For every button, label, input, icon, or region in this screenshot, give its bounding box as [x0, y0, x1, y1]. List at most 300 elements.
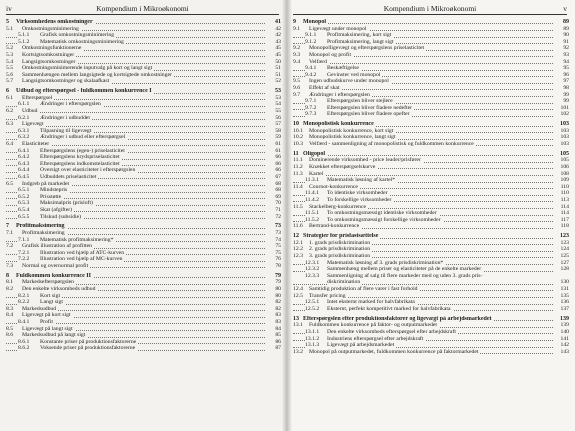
toc-entry: [6, 65, 281, 72]
toc-leader-dots: [293, 155, 553, 156]
toc-leader-dots: [293, 23, 553, 24]
toc-entry: [6, 161, 281, 168]
toc-entry: [293, 204, 569, 211]
toc-page-number: 53: [275, 94, 281, 101]
toc-page-number: 118: [560, 223, 569, 230]
toc-entry-number: 12.4: [293, 286, 303, 293]
toc-page-number: 113: [560, 197, 569, 204]
toc-entry-label: [305, 190, 390, 196]
toc-entry-number: 5.1.2: [18, 38, 30, 45]
toc-entry-title: Ligevægt under monopol: [309, 25, 367, 32]
toc-page-number: 141: [560, 335, 569, 342]
toc-entry-number: 11.3.1: [305, 177, 320, 184]
toc-entry-title: Kort sigt: [40, 292, 61, 299]
toc-page-number: 99: [563, 91, 569, 98]
toc-entry-label: [18, 345, 137, 351]
toc-entry: [293, 177, 569, 184]
toc-entry-label: [293, 141, 476, 147]
toc-page-number: 114: [560, 210, 569, 217]
toc-page-number: 102: [560, 111, 569, 118]
toc-entry-number: 9.7.1: [305, 98, 317, 105]
toc-entry-label: [18, 237, 115, 243]
toc-entry-number: 9.4: [293, 58, 301, 65]
toc-entry: [293, 266, 569, 273]
left-page-header: [6, 3, 279, 15]
toc-entry-label: [6, 19, 95, 25]
toc-entry-title: Efterspørgslen bliver fladere opefter: [327, 111, 410, 118]
toc-entry: [293, 39, 569, 46]
toc-page-number: 130: [560, 279, 569, 286]
toc-entry-label: [18, 174, 98, 180]
toc-entry-title: Tilskud (subsidie): [40, 213, 82, 220]
toc-entry: [293, 217, 569, 224]
toc-entry-number: 6.3.2: [18, 134, 30, 141]
toc-page-number: 139: [560, 315, 569, 322]
toc-entry: [293, 32, 569, 39]
toc-entry-label: [6, 263, 90, 269]
toc-entry-number: 6.4.2: [18, 154, 30, 161]
toc-entry-label: [293, 78, 391, 84]
toc-entry-title: Efterspørgslens indkomstelasticitet: [40, 160, 120, 167]
toc-entry: [293, 349, 569, 356]
toc-entry-number: 6.5: [6, 180, 14, 187]
toc-entry: [6, 326, 281, 333]
toc-entry: [293, 184, 569, 191]
toc-entry-title: Prisstøtte: [40, 193, 62, 200]
toc-page-number: 139: [560, 322, 569, 329]
toc-entry-number: 9.4.2: [305, 71, 317, 78]
toc-page-number: 66: [275, 154, 281, 161]
toc-page-number: 103: [560, 134, 569, 141]
toc-entry-label: [293, 316, 494, 322]
toc-page-number: 84: [275, 325, 281, 332]
toc-entry-number: 6.4.3: [18, 160, 30, 167]
toc-page-number: 114: [560, 203, 569, 210]
toc-entry: [6, 279, 281, 286]
toc-entry-title: Matematisk profitmaksimering*: [40, 236, 114, 243]
toc-page-number: 79: [275, 279, 281, 286]
toc-entry-label: [6, 181, 71, 187]
toc-entry: [6, 299, 281, 306]
toc-entry-label: [6, 279, 76, 285]
toc-entry-title: Efterspørgslen bliver fladere nedefter: [327, 104, 413, 111]
toc-page-number: 93: [563, 51, 569, 58]
toc-entry: [6, 167, 281, 174]
toc-entry-number: 11.5.1: [305, 210, 320, 217]
toc-page-number: 137: [560, 305, 569, 312]
toc-entry-title: Grafisk omkostningsminimering: [40, 32, 115, 39]
toc-entry-number: 8.6: [6, 332, 14, 339]
toc-page-number: 91: [563, 38, 569, 45]
toc-entry-number: 9.1.2: [305, 38, 317, 45]
toc-entry: [6, 339, 281, 346]
toc-entry-label: [18, 128, 93, 134]
toc-chapter: [6, 223, 281, 230]
toc-page-number: 86: [275, 338, 281, 345]
toc-entry-number: 7: [6, 223, 9, 230]
toc-entry-label: [293, 240, 372, 246]
toc-entry-label: [305, 260, 445, 266]
toc-page-number: 66: [275, 160, 281, 167]
toc-entry-number: 10.1: [293, 127, 303, 134]
toc-page-number: 59: [275, 134, 281, 141]
toc-entry-number: 6.5.3: [18, 200, 30, 207]
toc-entry-title: Oversigt over elasticiteter i efterspørgslen: [40, 167, 136, 174]
toc-page-number: 79: [275, 272, 281, 279]
toc-entry-number: 7.1.1: [18, 236, 30, 243]
toc-page-number: 103: [560, 140, 569, 147]
toc-entry-number: 6.5.1: [18, 187, 30, 194]
toc-entry-title: Efterspørgslen efter produktionsfaktorer og ligevægt på arbejdsmarkedet: [303, 315, 492, 322]
toc-entry: [293, 322, 569, 329]
toc-entry: [6, 32, 281, 39]
toc-entry-label: [6, 273, 93, 279]
right-page-title: Kompendium i Mikroøkonomi: [383, 4, 477, 13]
toc-entry-label: [18, 148, 127, 154]
toc-page-number: 75: [275, 249, 281, 256]
toc-entry-number: 6.2.1: [18, 114, 30, 121]
toc-entry-number: 7.2.1: [18, 249, 30, 256]
toc-entry-number: 5.6: [6, 71, 14, 78]
toc-entry-title: Langsigtsomkostninger og skalaafkast: [22, 78, 110, 85]
toc-entry-label: [6, 243, 94, 249]
toc-page-number: 80: [275, 286, 281, 293]
toc-page-number: 76: [275, 256, 281, 263]
toc-entry-number: 8.6.2: [18, 345, 30, 352]
toc-entry-label: [6, 312, 73, 318]
toc-entry-label: [6, 332, 87, 338]
toc-page-number: 55: [275, 108, 281, 115]
toc-page-number: 54: [275, 101, 281, 108]
toc-page-number: 41: [275, 19, 281, 25]
toc-entry-title: Markedsudbud: [22, 305, 57, 312]
toc-entry-label: [18, 134, 127, 140]
toc-entry-number: 6.1.1: [18, 101, 30, 108]
toc-page-number: 103: [560, 121, 569, 128]
toc-entry: [6, 214, 281, 221]
toc-entry-number: 6.4: [6, 140, 14, 147]
toc-entry: [293, 253, 569, 260]
toc-entry-title: Mindstepris: [40, 187, 68, 194]
toc-entry-number: 5.7: [6, 78, 14, 85]
toc-entry-number: 9: [293, 19, 296, 25]
left-toc: [6, 19, 281, 352]
toc-entry-label: [6, 306, 58, 312]
toc-entry-number: 5.5: [6, 65, 14, 72]
toc-entry-title: Monopolistisk konkurrence: [303, 121, 374, 128]
toc-entry-label: [18, 167, 137, 173]
right-page: [287, 0, 575, 431]
toc-entry-title: Efterspørgsel: [22, 94, 53, 101]
toc-entry-title: Omkostningsminimerende inputvalg på kort og langt sigt: [22, 65, 153, 72]
toc-entry-number: 8.3: [6, 305, 14, 312]
toc-entry: [293, 128, 569, 135]
toc-entry-number: 12.3.3: [305, 272, 320, 279]
toc-page-number: 67: [275, 173, 281, 180]
toc-entry-label: [305, 306, 453, 312]
toc-entry-title: Fuldkommen konkurrence på faktor- og outputmarkedet: [309, 322, 437, 329]
toc-entry-number: 8.1: [6, 279, 14, 286]
toc-entry-label: [305, 105, 414, 111]
toc-entry-title: Ændringer i udbud eller efterspørgsel: [40, 134, 126, 141]
left-page-title: Kompendium i Mikroøkonomi: [96, 4, 189, 13]
toc-entry-title: To identiske virksomheder: [327, 190, 388, 197]
toc-entry-number: 11.5.2: [305, 216, 320, 223]
toc-page-number: 103: [560, 127, 569, 134]
toc-leader-dots: [293, 175, 553, 176]
toc-entry-label: [6, 88, 154, 94]
toc-entry: [293, 111, 569, 118]
toc-entry-title: 3. grads prisdiskrimination: [309, 253, 371, 260]
toc-page-number: 45: [275, 45, 281, 52]
toc-entry-title: Eksternt, perfekt kompetitivt marked for halvfabrikata: [327, 305, 451, 312]
toc-entry-number: 8.5: [6, 325, 14, 332]
toc-entry: [6, 200, 281, 207]
toc-entry: [6, 52, 281, 59]
toc-page-number: 72: [275, 213, 281, 220]
toc-entry-label: [6, 45, 83, 51]
toc-page-number: 73: [275, 230, 281, 236]
toc-entry-label: [18, 101, 103, 107]
toc-entry-title: Efterspørgslens (egen-) priselasticitet: [40, 147, 125, 154]
toc-entry-label: [6, 52, 76, 58]
toc-page-number: 50: [275, 58, 281, 65]
toc-entry-title: Virksomhedens omkostninger: [16, 19, 93, 25]
toc-entry-number: 9.7.2: [305, 104, 317, 111]
toc-page-number: 109: [560, 177, 569, 184]
toc-entry-number: 11.2: [293, 164, 303, 171]
toc-entry-label: [18, 256, 124, 262]
toc-entry-title: Sammenhæng mellem priser og elasticiteter på de enkelte markeder: [327, 266, 482, 273]
toc-entry-number: 6.4.1: [18, 147, 30, 154]
toc-entry-number: 11.3: [293, 170, 303, 177]
toc-entry-title: Ligevægt på arbejdsmarkedet: [327, 342, 395, 349]
toc-entry-number: 13.1.2: [305, 335, 320, 342]
toc-chapter: [6, 19, 281, 26]
toc-entry-number: 6.1: [6, 94, 14, 101]
toc-entry-number: 13: [293, 315, 299, 322]
toc-entry-title: Udbud og efterspørgsel - fuldkommen konkurrence I: [16, 88, 152, 95]
toc-entry: [6, 194, 281, 201]
toc-page-number: 105: [560, 150, 569, 157]
toc-entry: [6, 207, 281, 214]
toc-entry-number: 11.4.1: [305, 190, 320, 197]
toc-entry-label: [18, 187, 69, 193]
toc-page-number: 82: [275, 299, 281, 306]
toc-page-number: 140: [560, 328, 569, 335]
toc-chapter: [293, 316, 569, 323]
toc-entry: [293, 105, 569, 112]
toc-entry-label: [6, 286, 97, 292]
toc-entry-title: Beskæftigelse: [327, 65, 359, 72]
toc-entry-label: [293, 164, 377, 170]
toc-entry-number: 12.3.2: [305, 266, 320, 273]
toc-entry-number: 6.2: [6, 108, 14, 115]
toc-entry-title: Oligopol: [303, 150, 326, 157]
toc-page-number: 78: [275, 262, 281, 269]
toc-entry: [6, 72, 281, 79]
toc-entry-number: 11: [293, 150, 299, 157]
toc-page-number: 101: [560, 104, 569, 111]
toc-entry-number: 8.4.1: [18, 319, 30, 326]
toc-entry-label: [18, 200, 95, 206]
toc-entry-number: 11.4.2: [305, 197, 320, 204]
toc-entry-title: Markedsefterspørgslen: [22, 279, 75, 286]
toc-entry-number: 9.3: [293, 51, 301, 58]
toc-entry-title: Udbuddets priselasticitet: [40, 173, 97, 180]
left-page: [0, 0, 287, 431]
toc-entry-number: 6.3.1: [18, 127, 30, 134]
toc-page-number: 82: [275, 305, 281, 312]
toc-page-number: 98: [563, 84, 569, 91]
toc-entry-number: 13.2: [293, 348, 303, 355]
toc-entry-title: Voksende priser på produktionsfaktorerne: [40, 345, 136, 352]
toc-page-number: 142: [560, 342, 569, 349]
toc-entry: [6, 95, 281, 102]
toc-entry: [293, 134, 569, 141]
toc-page-number: 68: [275, 180, 281, 187]
toc-entry-label: [305, 39, 396, 45]
toc-page-number: 94: [563, 58, 569, 65]
toc-page-number: 108: [560, 170, 569, 177]
toc-page-number: 143: [560, 348, 569, 355]
toc-entry: [293, 65, 569, 72]
toc-entry-number: 10: [293, 121, 299, 128]
toc-page-number: 45: [275, 51, 281, 58]
toc-entry-title: Konstante priser på produktionsfaktorerne: [40, 338, 137, 345]
toc-page-number: 51: [275, 71, 281, 78]
toc-entry: [6, 293, 281, 300]
toc-page-number: 75: [275, 243, 281, 250]
toc-page-number: 66: [275, 167, 281, 174]
toc-page-number: 51: [275, 65, 281, 72]
toc-chapter: [293, 233, 569, 240]
toc-page-number: 69: [275, 193, 281, 200]
toc-entry-label: [6, 230, 67, 236]
toc-entry-title: Profitmaksimering, langt sigt: [327, 38, 394, 45]
toc-chapter: [293, 151, 569, 158]
toc-entry: [6, 250, 281, 257]
toc-entry: [293, 210, 569, 217]
toc-page-number: 123: [560, 239, 569, 246]
toc-entry-label: [6, 141, 51, 147]
toc-page-number: 125: [560, 253, 569, 260]
toc-entry-label: [293, 52, 353, 58]
toc-entry-title: Matematisk løsning af 3. grads prisdiskrimination*: [327, 259, 444, 266]
toc-entry-number: 5.4: [6, 58, 14, 65]
toc-page-number: 105: [560, 157, 569, 164]
toc-page-number: 110: [560, 190, 569, 197]
toc-entry: [293, 26, 569, 33]
toc-entry-title: Monopolistisk konkurrence, langt sigt: [309, 134, 396, 141]
toc-entry-number: 12.5.2: [305, 305, 320, 312]
toc-entry: [293, 85, 569, 92]
toc-leader-dots: [6, 112, 265, 113]
toc-entry-title: Illustration ved hjælp af ATC-kurven: [40, 249, 125, 256]
toc-entry-number: 6.4.4: [18, 167, 30, 174]
toc-entry: [6, 181, 281, 188]
toc-entry-label: [305, 266, 483, 272]
toc-entry-label: [293, 92, 372, 98]
right-toc: [293, 19, 569, 355]
toc-entry-number: 7.3: [6, 262, 14, 269]
toc-entry: [293, 223, 569, 230]
toc-entry-label: [305, 342, 396, 348]
toc-entry-label: [18, 194, 63, 200]
toc-entry-label: [18, 299, 65, 305]
toc-page-number: 89: [563, 19, 569, 25]
toc-entry-number: 8.4: [6, 312, 14, 319]
toc-page-number: 90: [563, 32, 569, 39]
toc-entry: [6, 26, 281, 33]
toc-page-number: 106: [560, 164, 569, 171]
toc-entry-number: 13.1: [293, 322, 303, 329]
toc-entry-label: [18, 154, 122, 160]
toc-entry-number: 5.1.1: [18, 32, 30, 39]
toc-entry-number: 6.5.5: [18, 213, 30, 220]
toc-entry-title: Bertrand-konkurrence: [309, 223, 360, 230]
toc-entry-title: 1. grads prisdiskrimination: [309, 239, 371, 246]
toc-entry-title: To omkostningsmæssigt forskellige virksomheder: [327, 216, 441, 223]
toc-entry-title: Den enkelte virksomheds efterspørgsel efter arbejdskraft: [327, 328, 456, 335]
toc-entry-label: [293, 223, 361, 229]
toc-entry-label: [305, 210, 439, 216]
toc-entry: [6, 230, 281, 237]
toc-entry-number: 9.5: [293, 78, 301, 85]
toc-entry-label: [293, 19, 328, 25]
book-gutter: [282, 0, 292, 431]
toc-entry-number: 5.2: [6, 45, 14, 52]
toc-entry: [293, 157, 569, 164]
toc-entry-number: 7.2.2: [18, 256, 30, 263]
toc-entry: [293, 59, 569, 66]
toc-entry-number: 10.3: [293, 140, 303, 147]
toc-entry-number: 12.2: [293, 246, 303, 253]
toc-entry-label: [18, 39, 126, 45]
toc-entry-label: [305, 98, 395, 104]
toc-page-number: 85: [275, 332, 281, 339]
toc-entry-label: [305, 329, 458, 335]
toc-entry-title: Omkostningsminimering: [22, 25, 79, 32]
toc-page-number: 57: [275, 121, 281, 128]
toc-entry-label: [6, 78, 111, 84]
toc-entry-title: Strategier for prisfastsættelse: [303, 233, 379, 240]
toc-page-number: 52: [275, 78, 281, 85]
toc-entry: [293, 342, 569, 349]
toc-entry-title: Monopolistisk konkurrence, kort sigt: [309, 127, 394, 134]
toc-entry: [6, 39, 281, 46]
toc-entry-number: 7.2: [6, 243, 14, 250]
toc-entry-title: Efterspørgslen bliver stejlere: [327, 98, 393, 105]
toc-entry-title: Sammenhængen mellem langsigtede og kortsigtede omkostninger: [22, 71, 172, 78]
toc-page-number: 99: [563, 98, 569, 105]
toc-entry-number: 13.1.1: [305, 328, 320, 335]
toc-page-number: 117: [560, 216, 569, 223]
toc-entry-title: Profitmaksimering: [16, 223, 65, 230]
toc-entry-title: Fuldkommen konkurrence II: [16, 272, 91, 279]
toc-entry-number: 12.5.1: [305, 299, 320, 306]
toc-entry-number: 11.4: [293, 183, 303, 190]
toc-entry-number: 8.6.1: [18, 338, 30, 345]
toc-entry-title: Intet eksternt marked for halvfabrikata: [327, 299, 415, 306]
toc-page-number: 42: [275, 32, 281, 39]
toc-entry: [293, 260, 569, 267]
toc-entry-label: [293, 204, 368, 210]
toc-entry-number: 9.1: [293, 25, 301, 32]
toc-entry: [6, 108, 281, 115]
toc-entry-title: Grafisk illustration af profitten: [22, 243, 92, 250]
toc-page-number: 135: [560, 292, 569, 299]
